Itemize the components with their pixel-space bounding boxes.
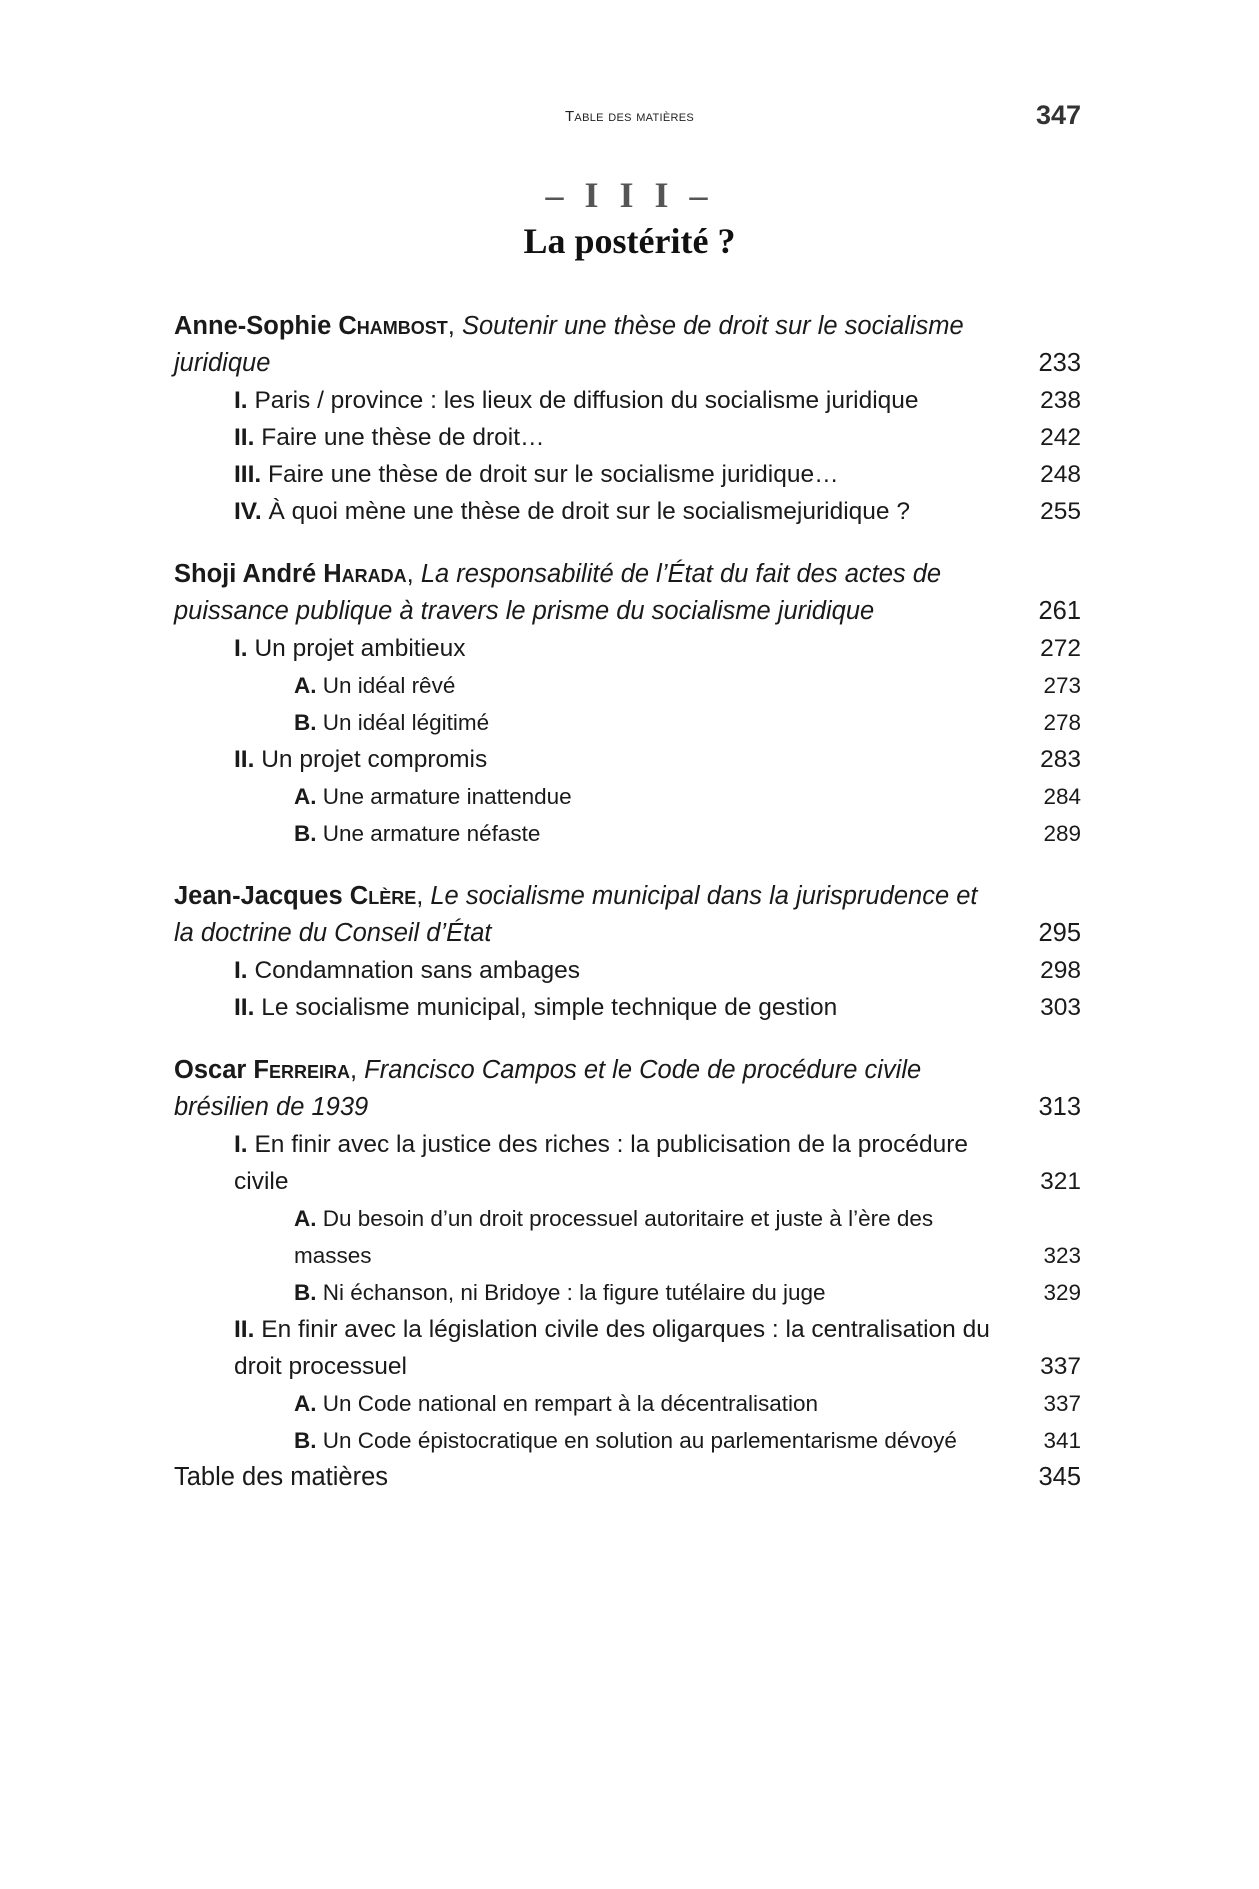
item-text: Le socialisme municipal, simple technique de gestion	[261, 994, 838, 1021]
page-ref: 255	[1040, 498, 1081, 525]
page-ref: 242	[1040, 424, 1081, 451]
item-text: Une armature néfaste	[322, 821, 541, 846]
item-mark: B.	[294, 1428, 317, 1453]
author-last-name: Chambost	[338, 312, 448, 340]
author-first-name: Shoji André	[174, 560, 317, 588]
running-head: Table des matières	[564, 108, 695, 125]
toc-subitem	[174, 1385, 1081, 1422]
item-mark: A.	[294, 784, 317, 809]
page-ref: 283	[1040, 746, 1081, 773]
item-mark: A.	[294, 1206, 317, 1231]
page-ref: 298	[1040, 957, 1081, 984]
page-ref: 323	[1043, 1243, 1081, 1268]
item-text: En finir avec la justice des riches : la publicisation de la procédure civile	[234, 1131, 969, 1195]
toc-final-entry	[174, 1459, 1081, 1496]
item-mark: II.	[234, 1316, 255, 1343]
page-ref: 248	[1040, 461, 1081, 488]
item-text: Du besoin d’un droit processuel autoritaire et juste à l’ère des masses	[294, 1206, 934, 1268]
item-text: Un idéal rêvé	[322, 673, 456, 698]
item-text: Faire une thèse de droit…	[261, 424, 545, 451]
page-ref: 261	[1038, 597, 1081, 625]
page-ref: 337	[1040, 1353, 1081, 1380]
page-ref: 329	[1043, 1280, 1081, 1305]
item-text: Un Code épistocratique en solution au parlementarisme dévoyé	[322, 1428, 957, 1453]
page-ref: 272	[1040, 635, 1081, 662]
toc-subitem	[174, 1311, 1081, 1385]
author-first-name: Oscar	[174, 1056, 247, 1084]
page-ref: 341	[1043, 1428, 1081, 1453]
toc-author-row: Anne-Sophie Chambost, Soutenir une thèse de droit sur le socialisme juridique 233	[174, 308, 1081, 382]
toc-author-row: Jean-Jacques Clère, Le socialisme municipal dans la jurisprudence et la doctrine du Conseil d’État 295	[174, 878, 1081, 952]
page-ref: 278	[1043, 710, 1081, 735]
page-ref: 345	[1038, 1463, 1081, 1491]
page-ref: 284	[1043, 784, 1081, 809]
toc-subitem	[174, 667, 1081, 704]
toc-author-row: Oscar Ferreira, Francisco Campos et le Code de procédure civile brésilien de 1939 313	[174, 1052, 1081, 1126]
item-text: Une armature inattendue	[322, 784, 572, 809]
toc-subitem	[174, 382, 1081, 419]
author-last-name: Harada	[323, 560, 407, 588]
item-text: Faire une thèse de droit sur le socialisme juridique…	[268, 461, 839, 488]
toc-subitem	[174, 1200, 1081, 1274]
item-mark: B.	[294, 821, 317, 846]
page-ref: 303	[1040, 994, 1081, 1021]
toc-entry	[174, 878, 1081, 1026]
item-text: Table des matières	[174, 1463, 389, 1491]
author-first-name: Anne-Sophie	[174, 312, 332, 340]
item-text: En finir avec la législation civile des oligarques : la centralisation du droit processuel	[234, 1316, 990, 1380]
part-number: – I I I –	[545, 175, 714, 215]
item-mark: II.	[234, 424, 255, 451]
table-of-contents	[174, 308, 1081, 1496]
article-title: La responsabilité de l’État du fait des actes de puissance publique à travers le prisme du socialisme juridique	[174, 560, 942, 625]
page-ref: 233	[1038, 349, 1081, 377]
page-ref: 238	[1040, 387, 1081, 414]
page-ref: 321	[1040, 1168, 1081, 1195]
toc-subitem	[174, 989, 1081, 1026]
item-mark: I.	[234, 957, 248, 984]
page-ref: 313	[1038, 1093, 1081, 1121]
page-ref: 273	[1043, 673, 1081, 698]
item-mark: A.	[294, 673, 317, 698]
toc-entry	[174, 556, 1081, 852]
author-last-name: Clère	[349, 882, 417, 910]
author-last-name: Ferreira	[253, 1056, 350, 1084]
page-ref: 295	[1038, 919, 1081, 947]
toc-subitem	[174, 456, 1081, 493]
item-text: Un Code national en rempart à la décentralisation	[322, 1391, 819, 1416]
toc-subitem	[174, 704, 1081, 741]
item-mark: I.	[234, 387, 248, 414]
article-title: Soutenir une thèse de droit sur le socialisme juridique	[174, 312, 964, 377]
page-ref: 337	[1043, 1391, 1081, 1416]
part-title: La postérité ?	[523, 221, 736, 261]
item-mark: I.	[234, 635, 248, 662]
toc-subitem	[174, 741, 1081, 778]
item-mark: IV.	[234, 498, 262, 525]
toc-subitem	[174, 493, 1081, 530]
item-text: Ni échanson, ni Bridoye : la figure tutélaire du juge	[322, 1280, 826, 1305]
item-text: Paris / province : les lieux de diffusion du socialisme juridique	[254, 387, 919, 414]
item-mark: A.	[294, 1391, 317, 1416]
toc-subitem	[174, 1422, 1081, 1459]
toc-subitem	[174, 1274, 1081, 1311]
item-mark: II.	[234, 746, 255, 773]
toc-subitem	[174, 778, 1081, 815]
item-text: Un idéal légitimé	[322, 710, 490, 735]
article-title: Francisco Campos et le Code de procédure civile brésilien de 1939	[174, 1056, 922, 1121]
item-mark: I.	[234, 1131, 248, 1158]
toc-subitem	[174, 952, 1081, 989]
item-text: À quoi mène une thèse de droit sur le socialismejuridique ?	[268, 498, 910, 525]
toc-author-row: Shoji André Harada, La responsabilité de l’État du fait des actes de puissance publique à travers le prisme du socialisme juridique 261	[174, 556, 1081, 630]
item-mark: B.	[294, 1280, 317, 1305]
item-mark: II.	[234, 994, 255, 1021]
item-mark: B.	[294, 710, 317, 735]
toc-subitem	[174, 1126, 1081, 1200]
toc-entry	[174, 1052, 1081, 1459]
toc-subitem	[174, 815, 1081, 852]
toc-subitem	[174, 419, 1081, 456]
item-text: Un projet compromis	[261, 746, 488, 773]
item-text: Un projet ambitieux	[254, 635, 466, 662]
page-number: 347	[1035, 100, 1081, 130]
article-title: Le socialisme municipal dans la jurisprudence et la doctrine du Conseil d’État	[174, 882, 978, 947]
toc-entry	[174, 308, 1081, 530]
item-text: Condamnation sans ambages	[254, 957, 580, 984]
page-ref: 289	[1043, 821, 1081, 846]
item-mark: III.	[234, 461, 262, 488]
author-first-name: Jean-Jacques	[174, 882, 343, 910]
toc-subitem	[174, 630, 1081, 667]
